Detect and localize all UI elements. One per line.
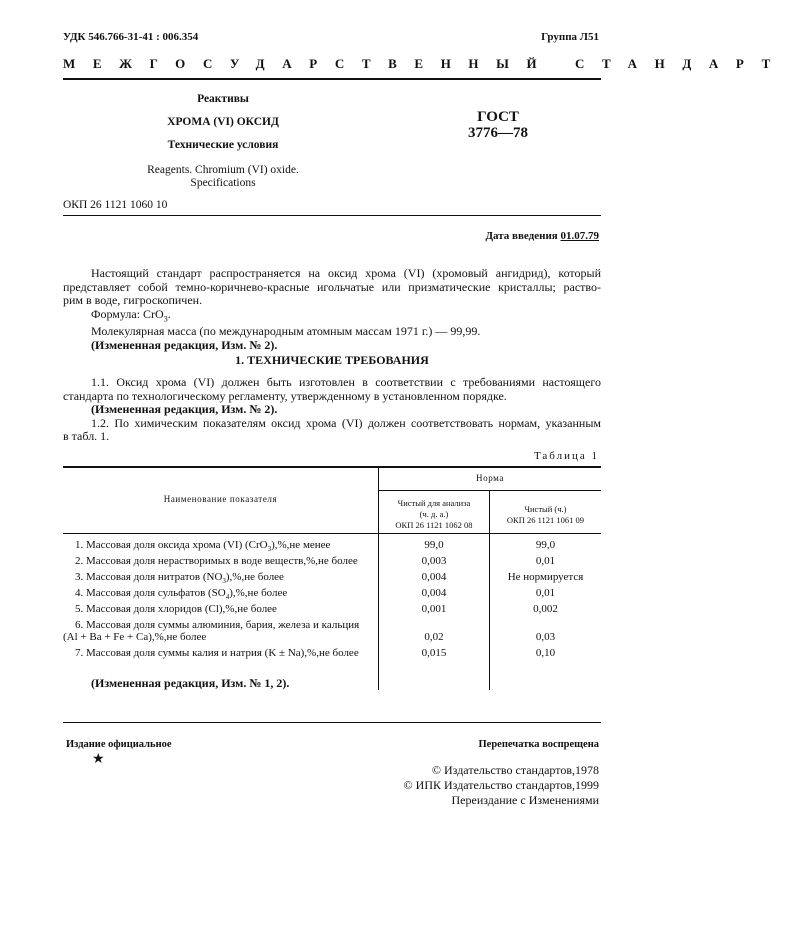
title-en-1: Reagents. Chromium (VI) oxide. — [147, 164, 299, 176]
table-cell-a: 0,02 — [424, 631, 444, 643]
col-name-header: Наименование показателя — [163, 494, 278, 504]
intro-date — [485, 230, 599, 242]
formula-line — [63, 308, 601, 326]
title-name: ХРОМА (VI) ОКСИД — [167, 116, 279, 128]
gost-label: ГОСТ — [477, 109, 519, 125]
amend-final: (Измененная редакция, Изм. № 1, 2). — [91, 676, 290, 690]
table-cell-a: 0,001 — [421, 603, 447, 615]
table-row — [63, 539, 378, 553]
copyright-line: © ИПК Издательство стандартов,1999 — [403, 778, 599, 792]
table-cell-b: 0,01 — [535, 587, 556, 599]
row-sub: 3 — [267, 545, 272, 554]
col-norm-header: Норма — [476, 473, 504, 483]
formula-label: Формула: CrO — [91, 306, 164, 321]
section-heading: 1. ТЕХНИЧЕСКИЕ ТРЕБОВАНИЯ — [235, 353, 429, 367]
copyright-line: Переиздание с Изменениями — [451, 793, 599, 807]
table-cell-b: 99,0 — [535, 539, 556, 551]
title-spec: Технические условия — [167, 139, 279, 151]
col-a-header — [379, 498, 489, 531]
banner-title: МЕЖГОСУДАРСТВЕННЫЙ СТАНДАРТ — [63, 56, 788, 71]
table-cell-b: 0,002 — [533, 603, 558, 615]
table-row — [63, 619, 378, 631]
table-row — [63, 555, 378, 567]
formula-end: . — [167, 306, 171, 321]
row-name: 7. Массовая доля суммы калия и натрия (K ± Na),%,не более — [75, 647, 359, 659]
intro-paragraph — [63, 267, 601, 352]
table-row — [63, 587, 378, 601]
title-reagents: Реактивы — [197, 93, 249, 105]
row-name: 3. Массовая доля нитратов (NO — [75, 571, 223, 583]
table-cell-a: 99,0 — [424, 539, 444, 551]
table-cell-a: 0,015 — [421, 647, 447, 659]
col-b-line: Чистый (ч.) — [524, 504, 567, 514]
row-tail: ),%,не более — [225, 571, 284, 583]
section-line: 1.2. По химическим показателям оксид хрома (VI) должен соответствовать нормам, указанным — [91, 415, 601, 430]
intro-line: представляет собой темно-коричнево-красные игольчатые или призматические кристаллы; раство- — [63, 279, 601, 294]
table-row — [63, 647, 378, 659]
row-tail: ),%,не менее — [271, 539, 331, 551]
table-cell-a: 0,004 — [421, 571, 447, 583]
table-norm-rule — [379, 490, 601, 491]
reprint-notice: Перепечатка воспрещена — [478, 739, 599, 750]
row-tail: ),%,не более — [229, 587, 288, 599]
table-cell-b: 0,01 — [535, 555, 556, 567]
row-name: 4. Массовая доля сульфатов (SO — [75, 587, 226, 599]
section-line: стандарта по технологическому регламенту, утвержденному в установленном порядке. — [63, 388, 507, 403]
table-cell-b: 0,03 — [535, 631, 556, 643]
copyright-line: © Издательство стандартов,1978 — [431, 763, 599, 777]
table-cell-b: Не нормируется — [507, 571, 584, 583]
banner-rule — [63, 78, 601, 80]
section-line: 1.1. Оксид хрома (VI) должен быть изготовлен в соответствии с требованиями настоящего — [91, 375, 601, 389]
intro-date-value: 01.07.79 — [560, 230, 599, 242]
molar-mass-line: Молекулярная масса (по международным атомным массам 1971 г.) — 99,99. — [91, 324, 481, 339]
col-b-header — [490, 504, 601, 526]
col-a-line: ОКП 26 1121 1062 08 — [395, 520, 473, 530]
section-line: в табл. 1. — [63, 429, 110, 443]
copyright-block — [404, 763, 599, 808]
table-header-rule — [63, 533, 601, 534]
udk-code: УДК 546.766-31-41 : 006.354 — [63, 31, 199, 43]
row-name: 1. Массовая доля оксида хрома (VI) (CrO — [75, 539, 268, 551]
footer-rule — [63, 722, 601, 723]
table-cell-a: 0,003 — [421, 555, 447, 567]
table-cell-b: 0,10 — [535, 647, 556, 659]
intro-line: Настоящий стандарт распространяется на оксид хрома (VI) (хромовый ангидрид), который — [91, 266, 601, 280]
table-row-cont: (Al + Ba + Fe + Ca),%,не более — [63, 631, 207, 643]
col-a-line: (ч. д. а.) — [419, 509, 449, 519]
row-sub: 4 — [225, 593, 230, 602]
col-b-line: ОКП 26 1121 1061 09 — [506, 515, 585, 525]
table-top-rule — [63, 466, 601, 468]
col-a-line: Чистый для анализа — [397, 498, 471, 508]
official-edition: Издание официальное — [66, 739, 172, 750]
table-row — [63, 603, 378, 615]
group-code: Группа Л51 — [541, 31, 599, 43]
row-name: 5. Массовая доля хлоридов (Cl),%,не более — [75, 603, 277, 615]
table-row — [63, 571, 378, 585]
okp-code: ОКП 26 1121 1060 10 — [63, 199, 168, 211]
amend-note: (Измененная редакция, Изм. № 2). — [91, 402, 278, 416]
star-icon: ★ — [92, 752, 105, 767]
intro-line: рим в воде, гигроскопичен. — [63, 293, 203, 307]
row-name: 2. Массовая доля нерастворимых в воде веществ,%,не более — [75, 555, 358, 567]
amend-note: (Измененная редакция, Изм. № 2). — [91, 337, 278, 352]
section-body — [63, 376, 601, 444]
row-name: 6. Массовая доля суммы алюминия, бария, железа и кальция — [75, 619, 360, 631]
gost-number: 3776—78 — [468, 125, 528, 141]
row-sub: 3 — [222, 577, 226, 586]
title-rule — [63, 215, 601, 216]
formula-sub: 3 — [163, 313, 168, 323]
table-caption: Таблица 1 — [533, 450, 599, 462]
table-cell-a: 0,004 — [421, 587, 447, 599]
title-en-2: Specifications — [190, 177, 256, 189]
intro-date-label: Дата введения — [485, 230, 558, 242]
